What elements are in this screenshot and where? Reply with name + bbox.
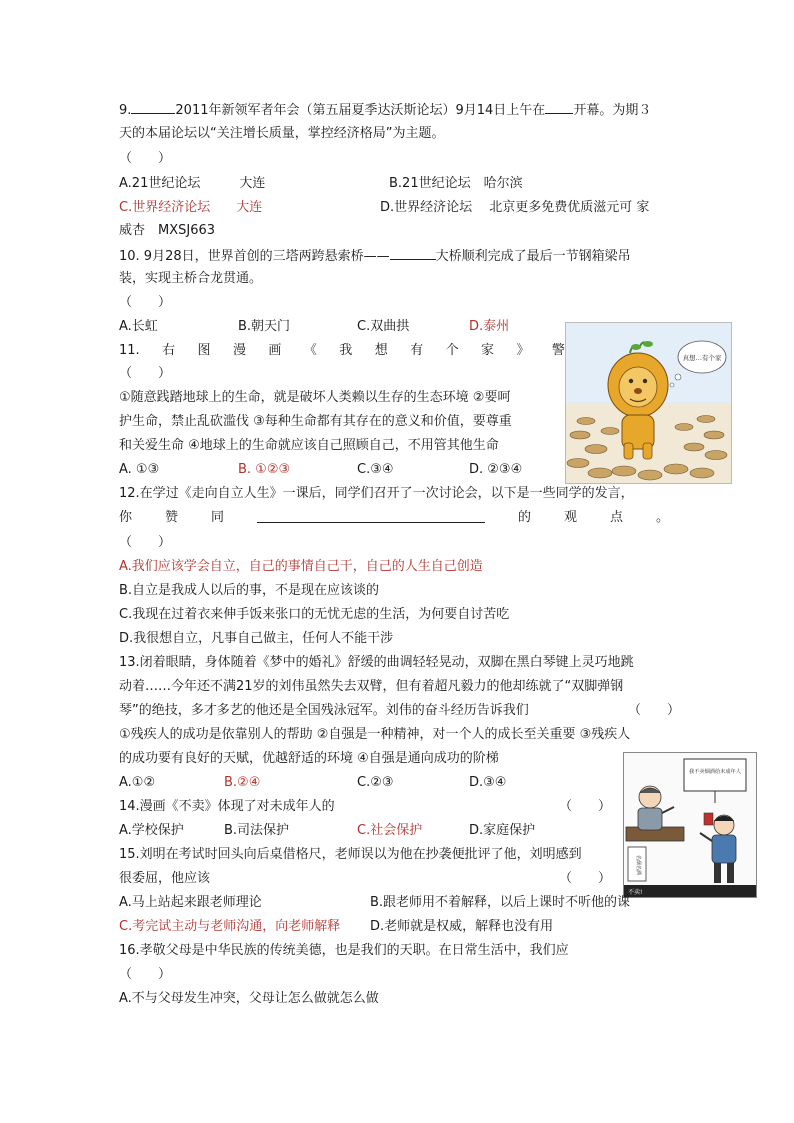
q11-line3: 护生命，禁止乱砍滥伐 ③每种生命都有其存在的意义和价值，要尊重: [119, 414, 512, 429]
q10-paren: （ ）: [119, 295, 172, 310]
q14-line1: 14.漫画《不卖》体现了对未成年人的: [119, 799, 335, 814]
q12-line2: 你 赞 同 的 观 点 。: [119, 510, 669, 525]
q14-option-a: A.学校保护: [119, 823, 184, 838]
q12-option-c: C.我现在过着衣来伸手饭来张口的无忧无虑的生活，为何要自讨苦吃: [119, 607, 510, 622]
q12-blank: [257, 510, 485, 523]
q13-line5: 的成功要有良好的天赋，优越舒适的环境 ④自强是通向成功的阶梯: [119, 751, 499, 766]
q9-paren: （ ）: [119, 151, 172, 166]
q13-line1: 13.闭着眼睛，身体随着《梦中的婚礼》舒缓的曲调轻轻晃动，双脚在黑白琴键上灵巧地跳: [119, 655, 634, 670]
cartoon-caption: 不卖!: [628, 889, 643, 896]
q13-option-b: B.②④: [224, 775, 261, 790]
q9-watermark-tail: 威杏 MXSJ663: [119, 223, 216, 238]
q15-paren: （ ）: [559, 871, 612, 886]
shop-label-text: 名烟名酒: [635, 854, 641, 876]
q13-line4: ①残疾人的成功是依靠别人的帮助 ②自强是一种精神，对一个人的成长至关重要 ③残疾人: [119, 727, 631, 742]
q13-option-d: D.③④: [469, 775, 507, 790]
q13-line3: 琴”的绝技，多才多艺的他还是全国残泳冠军。刘伟的奋斗经历告诉我们: [119, 703, 529, 718]
shop-sign-text: 我不卖烟酒给未成年人: [689, 769, 741, 775]
q9-option-d: D.世界经济论坛 北京更多免费优质滋元可 家: [380, 200, 650, 215]
q15-option-a: A.马上站起来跟老师理论: [119, 895, 262, 910]
q12-option-d: D.我很想自立，凡事自己做主，任何人不能干涉: [119, 631, 394, 646]
q10-option-a: A.长虹: [119, 319, 158, 334]
q13-option-a: A.①②: [119, 775, 156, 790]
q9-option-c: C.世界经济论坛 大连: [119, 200, 263, 215]
no-sale-cartoon-image: [623, 752, 757, 898]
q13-line2: 动着……今年还不满21岁的刘伟虽然失去双臂，但有着超凡毅力的他却练就了“双脚弹钢: [119, 679, 624, 694]
q14-option-b: B.司法保护: [224, 823, 290, 838]
q13-option-c: C.②③: [357, 775, 394, 790]
q10-line2: 装，实现主桥合龙贯通。: [119, 271, 263, 286]
q16-option-a: A.不与父母发生冲突，父母让怎么做就怎么做: [119, 991, 379, 1006]
lion-cartoon-image: [565, 322, 732, 484]
q9-line1: 9. 2011年新领军者年会（第五届夏季达沃斯论坛）9月14日上午在 开幕。为期３: [119, 103, 652, 118]
q16-line1: 16.孝敬父母是中华民族的传统美德，也是我们的天职。在日常生活中，我们应: [119, 943, 569, 958]
lion-cartoon-drawing: [566, 323, 731, 483]
q12-option-a: A.我们应该学会自立，自己的事情自己干，自己的人生自己创造: [119, 559, 483, 574]
q15-option-c: C.考完试主动与老师沟通，向老师解释: [119, 919, 341, 934]
q11-option-a: A. ①③: [119, 462, 160, 477]
q11-option-c: C.③④: [357, 462, 394, 477]
q9-option-b: B.21世纪论坛 哈尔滨: [389, 176, 523, 191]
q11-line2: ①随意践踏地球上的生命，就是破坏人类赖以生存的生态环境 ②要呵: [119, 390, 511, 405]
q10-option-d: D.泰州: [469, 319, 510, 334]
q14-option-c: C.社会保护: [357, 823, 423, 838]
money-icon: [704, 813, 713, 825]
no-sale-cartoon-drawing: [624, 753, 756, 897]
q12-line1: 12.在学过《走向自立人生》一课后，同学们召开了一次讨论会，以下是一些同学的发言，: [119, 486, 634, 501]
q10-line1: 10. 9月28日，世界首创的三塔两跨悬索桥—— 大桥顺利完成了最后一节钢箱梁吊: [119, 249, 631, 264]
q9-blank2: [545, 101, 573, 114]
q14-paren: （ ）: [559, 799, 612, 814]
thought-bubble-text: 真想…有个家: [682, 354, 722, 362]
q9-line2: 天的本届论坛以“关注增长质量，掌控经济格局”为主题。: [119, 126, 445, 141]
q15-option-d: D.老师就是权威，解释也没有用: [370, 919, 554, 934]
q9-option-a: A.21世纪论坛 大连: [119, 176, 266, 191]
q11-line1: 11. 右 图 漫 画 《 我 想 有 个 家 》 警: [119, 343, 565, 358]
q13-paren: （ ）: [628, 703, 681, 718]
shop-sign: [684, 759, 746, 791]
q11-paren: （ ）: [119, 366, 172, 381]
q10-blank: [390, 247, 436, 260]
q10-option-c: C.双曲拱: [357, 319, 410, 334]
q15-option-b: B.跟老师用不着解释，以后上课时不听他的课: [370, 895, 631, 910]
q12-paren: （ ）: [119, 535, 172, 550]
q14-option-d: D.家庭保护: [469, 823, 536, 838]
q16-paren: （ ）: [119, 967, 172, 982]
q11-option-d: D. ②③④: [469, 462, 523, 477]
q9-blank1: [131, 101, 175, 114]
q15-line1: 15.刘明在考试时回头向后桌借格尺，老师误以为他在抄袭便批评了他，刘明感到: [119, 847, 582, 862]
q10-option-b: B.朝天门: [238, 319, 291, 334]
q11-option-b: B. ①②③: [238, 462, 291, 477]
q15-line2: 很委屈，他应该: [119, 871, 211, 886]
q11-line4: 和关爱生命 ④地球上的生命就应该自己照顾自己，不用管其他生命: [119, 438, 499, 453]
q12-option-b: B.自立是我成人以后的事，不是现在应该谈的: [119, 583, 380, 598]
